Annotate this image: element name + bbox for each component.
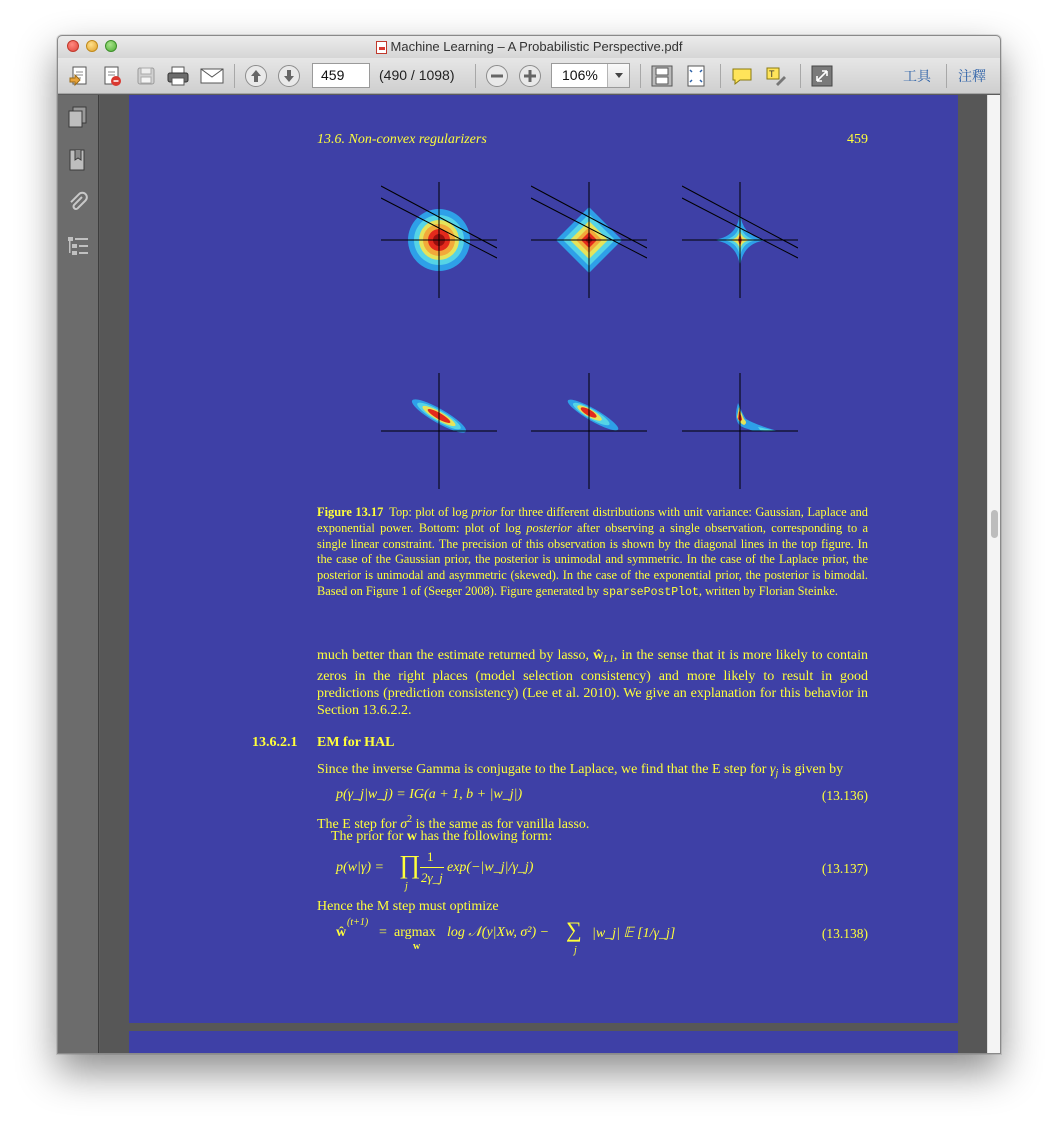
body-paragraph — [317, 647, 868, 719]
chevron-down-icon[interactable] — [607, 64, 629, 87]
subsection-title: EM for HAL — [317, 735, 395, 750]
equation-number: (13.137) — [821, 861, 868, 876]
layers-icon[interactable] — [66, 234, 90, 258]
gaussian-prior-plot — [381, 182, 497, 298]
caption-text: Top: plot of log — [389, 505, 472, 519]
body-paragraph: Hence the M step must optimize — [317, 899, 499, 914]
page-number-label: 459 — [847, 132, 868, 147]
body-paragraph — [317, 761, 868, 782]
product-symbol: ∏ — [399, 850, 421, 879]
toolbar-separator — [946, 64, 947, 88]
full-screen-icon[interactable] — [808, 63, 836, 89]
math-symbol: ŵ — [593, 648, 604, 663]
comment-icon[interactable] — [728, 63, 756, 89]
navigation-sidebar — [58, 95, 99, 1054]
toolbar-separator — [800, 64, 801, 88]
save-icon[interactable] — [132, 63, 160, 89]
next-pdf-page — [129, 1031, 958, 1054]
previous-page-icon[interactable] — [242, 63, 270, 89]
comment-menu[interactable]: 注釋 — [958, 68, 986, 84]
page-count: (490 / 1098) — [379, 67, 455, 83]
laplace-posterior-plot — [531, 373, 647, 489]
sum-subscript: j — [574, 945, 577, 956]
text-run: is the same as for vanilla lasso. — [412, 817, 590, 832]
pdf-page — [129, 95, 958, 1023]
email-icon[interactable] — [198, 63, 226, 89]
caption-text: after observing a single observation, corresponding to a single linear constraint. The precision of this observation is shown by the diagonal lines in the top figure. In the case of the Gaussian prior, the posterior is unimodal and symmetric. In the case of the Laplace prior, the posterior is unimodal and asymmetric (skewed). In the case of the exponential prior, the posterior is bimodal. Based on Figure 1 of (Seeger 2008). Figure generated by — [317, 520, 868, 598]
next-page-icon[interactable] — [275, 63, 303, 89]
equation-13-138-lhs: ŵ — [336, 925, 347, 940]
pages-icon[interactable] — [66, 105, 90, 129]
title-bar — [58, 36, 1000, 58]
equation-13-138-rhs: |w_j| 𝔼 [1/γ_j] — [592, 926, 676, 941]
math-superscript: 2 — [407, 814, 413, 825]
math-symbol: w — [406, 829, 417, 844]
caption-emph: prior — [471, 505, 497, 519]
toolbar-separator — [475, 64, 476, 88]
window-title: Machine Learning – A Probabilistic Perspective.pdf — [390, 39, 683, 54]
scrollbar-thumb[interactable] — [991, 510, 998, 538]
math-subscript: j — [775, 768, 779, 779]
equation-13-137-rhs: exp(−|w_j|/γ_j) — [447, 860, 534, 875]
equation-13-138-middle: log 𝒩(y|Xw, σ²) − — [447, 925, 550, 940]
sum-symbol: ∑ — [566, 917, 582, 942]
text-run: The prior for — [331, 829, 407, 844]
svg-text:T: T — [769, 69, 775, 79]
argmax-operator: argmax — [394, 925, 436, 940]
close-window-button[interactable] — [67, 40, 79, 52]
zoom-select[interactable] — [551, 63, 630, 88]
fraction-denominator: 2γ_j — [421, 870, 443, 885]
tools-menu[interactable]: 工具 — [903, 68, 931, 84]
equation-superscript: (t+1) — [347, 917, 369, 928]
text-run: is given by — [778, 762, 844, 777]
argmax-subscript: w — [413, 941, 421, 952]
laplace-prior-plot — [531, 182, 647, 298]
caption-text: , written by Florian Steinke. — [698, 583, 838, 598]
subsection-number: 13.6.2.1 — [252, 735, 298, 750]
fit-page-icon[interactable] — [682, 63, 710, 89]
zoom-window-button[interactable] — [105, 40, 117, 52]
math-subscript: L1 — [603, 654, 614, 665]
equals-sign: = — [379, 925, 387, 940]
highlight-text-icon[interactable] — [762, 63, 790, 89]
fraction-bar — [420, 867, 444, 868]
exponential-power-prior-plot — [682, 182, 798, 298]
caption-emph: posterior — [526, 520, 572, 535]
combine-files-icon[interactable] — [98, 63, 126, 89]
product-subscript: j — [405, 881, 408, 892]
toolbar-separator — [720, 64, 721, 88]
text-run: much better than the estimate returned by lasso, — [317, 648, 594, 663]
gaussian-posterior-plot — [381, 373, 497, 489]
math-symbol: σ — [400, 817, 408, 832]
zoom-in-icon[interactable] — [516, 63, 544, 89]
zoom-out-icon[interactable] — [483, 63, 511, 89]
minimize-window-button[interactable] — [86, 40, 98, 52]
vertical-scrollbar[interactable] — [987, 95, 1000, 1054]
toolbar — [58, 58, 1000, 94]
equation-13-136: p(γ_j|w_j) = IG(a + 1, b + |w_j|) — [336, 787, 523, 802]
caption-code: sparsePostPlot — [602, 585, 699, 599]
page-number-input[interactable]: 459 — [312, 63, 370, 88]
fraction-numerator: 1 — [427, 849, 434, 864]
text-run: has the following form: — [416, 829, 553, 844]
equation-13-137-lhs: p(w|γ) = — [336, 860, 384, 875]
body-paragraph — [331, 828, 882, 845]
zoom-value: 106% — [562, 67, 598, 83]
caption-text: for three different distributions with unit variance: Gaussian, Laplace and exponential power. Bottom: plot of log — [317, 505, 868, 535]
toolbar-separator — [640, 64, 641, 88]
figure-caption — [317, 505, 868, 601]
print-icon[interactable] — [164, 63, 192, 89]
scroll-mode-icon[interactable] — [648, 63, 676, 89]
pdf-viewer-window — [57, 35, 1001, 1054]
exponential-power-posterior-plot — [682, 373, 798, 489]
text-run: , in the sense that it is more likely to contain zeros in the right places (model selection consistency) and more likely to result in good predictions (prediction consistency) (Lee et al. 2010). We give an explanation for this behavior in Section 13.6.2.2. — [317, 648, 868, 718]
document-viewport[interactable] — [100, 95, 988, 1054]
text-run: Since the inverse Gamma is conjugate to the Laplace, we find that the E step for — [317, 762, 770, 777]
pdf-file-icon — [376, 41, 387, 54]
equation-number: (13.136) — [821, 788, 868, 803]
running-head: 13.6. Non-convex regularizers — [317, 132, 487, 147]
text-run: The E step for — [317, 817, 401, 832]
toolbar-separator — [234, 64, 235, 88]
bookmarks-icon[interactable] — [66, 148, 90, 172]
create-document-icon[interactable] — [66, 63, 94, 89]
attachments-icon[interactable] — [66, 191, 90, 215]
math-symbol: γ — [769, 762, 776, 777]
figure-label: Figure 13.17 — [317, 505, 384, 519]
equation-number: (13.138) — [821, 926, 868, 941]
